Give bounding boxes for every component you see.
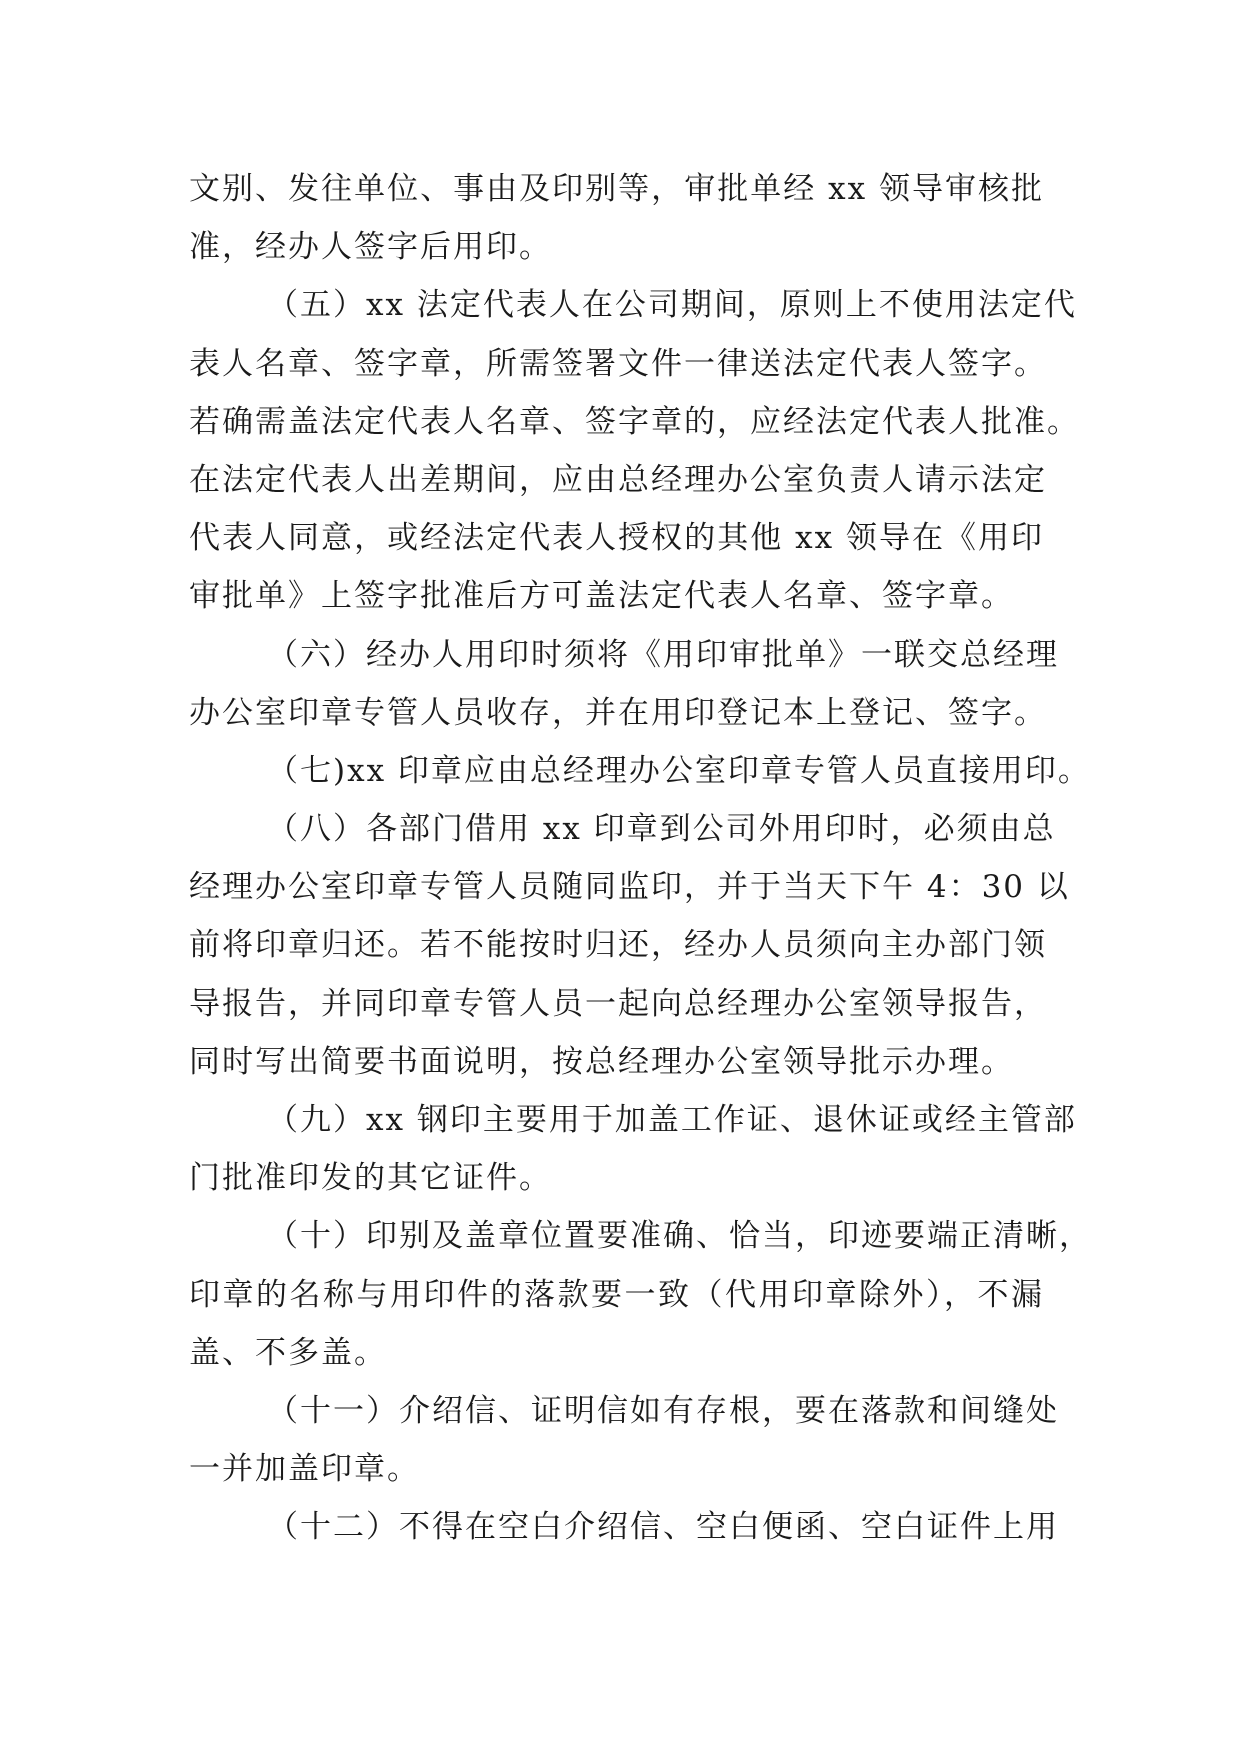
text-line: 表人名章、签字章，所需签署文件一律送法定代表人签字。 bbox=[189, 345, 1047, 382]
text-line: 盖、不多盖。 bbox=[189, 1334, 387, 1371]
text-line: 在法定代表人出差期间，应由总经理办公室负责人请示法定 bbox=[189, 461, 1047, 498]
text-line: （八）各部门借用 xx 印章到公司外用印时，必须由总 bbox=[267, 811, 1056, 848]
text-line: 准，经办人签字后用印。 bbox=[189, 229, 552, 266]
document-body bbox=[189, 160, 1092, 1557]
text-line: 经理办公室印章专管人员随同监印，并于当天下午 4：30 以 bbox=[189, 869, 1070, 906]
text-line: （十）印别及盖章位置要准确、恰当，印迹要端正清晰， bbox=[267, 1218, 1092, 1255]
text-line: 前将印章归还。若不能按时归还，经办人员须向主办部门领 bbox=[189, 927, 1047, 964]
text-line: 审批单》上签字批准后方可盖法定代表人名章、签字章。 bbox=[189, 578, 1014, 615]
text-line: （六）经办人用印时须将《用印审批单》一联交总经理 bbox=[267, 636, 1059, 673]
text-line: 门批准印发的其它证件。 bbox=[189, 1160, 552, 1197]
text-line: 印章的名称与用印件的落款要一致（代用印章除外），不漏 bbox=[189, 1276, 1044, 1313]
text-line: 办公室印章专管人员收存，并在用印登记本上登记、签字。 bbox=[189, 694, 1047, 731]
text-line: 若确需盖法定代表人名章、签字章的，应经法定代表人批准。 bbox=[189, 403, 1080, 440]
text-line: （七)xx 印章应由总经理办公室印章专管人员直接用印。 bbox=[267, 752, 1091, 789]
text-line: 一并加盖印章。 bbox=[189, 1451, 420, 1488]
text-line: （十二）不得在空白介绍信、空白便函、空白证件上用 bbox=[267, 1509, 1059, 1546]
text-line: （九）xx 钢印主要用于加盖工作证、退休证或经主管部 bbox=[267, 1102, 1077, 1138]
text-line: 导报告，并同印章专管人员一起向总经理办公室领导报告， bbox=[189, 985, 1047, 1022]
text-line: 代表人同意，或经法定代表人授权的其他 xx 领导在《用印 bbox=[189, 520, 1044, 557]
text-line: （十一）介绍信、证明信如有存根，要在落款和间缝处 bbox=[267, 1392, 1059, 1429]
text-line: 文别、发往单位、事由及印别等，审批单经 xx 领导审核批 bbox=[189, 171, 1044, 207]
text-line: （五）xx 法定代表人在公司期间，原则上不使用法定代 bbox=[267, 287, 1077, 324]
text-line: 同时写出简要书面说明，按总经理办公室领导批示办理。 bbox=[189, 1043, 1014, 1080]
